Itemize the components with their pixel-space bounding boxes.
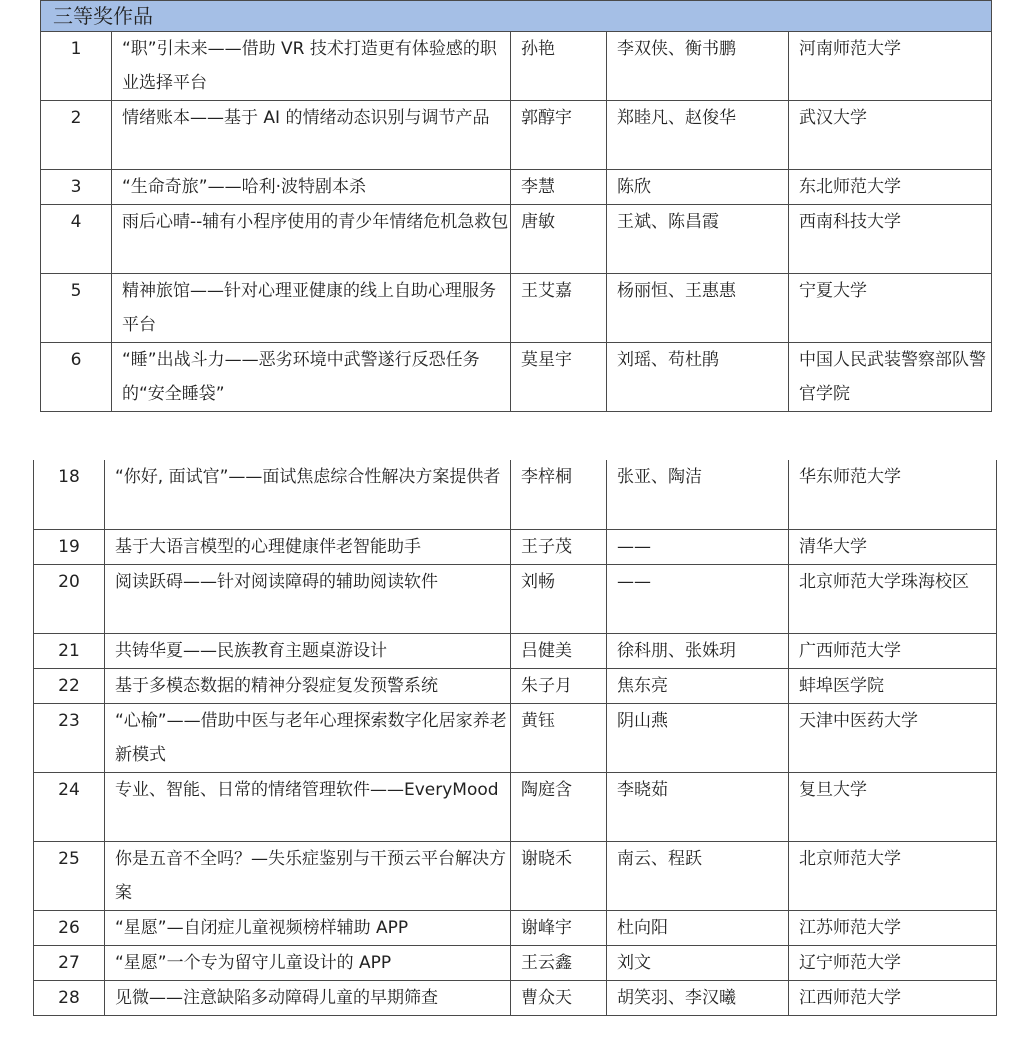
- table-row: [34, 703, 997, 772]
- section-title: 三等奖作品: [41, 1, 992, 32]
- project-title: “你好, 面试官”——面试焦虑综合性解决方案提供者: [105, 460, 511, 529]
- row-number: 2: [41, 101, 112, 170]
- row-number: 19: [34, 529, 105, 564]
- table-row: [41, 170, 992, 205]
- table-row: [34, 980, 997, 1015]
- school-name: 河南师范大学: [789, 32, 992, 101]
- team-members: 王斌、陈昌霞: [607, 205, 789, 274]
- team-leader: 李慧: [511, 170, 607, 205]
- project-title: 基于多模态数据的精神分裂症复发预警系统: [105, 668, 511, 703]
- team-leader: 陶庭含: [511, 772, 607, 841]
- table-row: [41, 274, 992, 343]
- project-title: 精神旅馆——针对心理亚健康的线上自助心理服务平台: [112, 274, 511, 343]
- team-leader: 王子茂: [511, 529, 607, 564]
- team-leader: 王云鑫: [511, 945, 607, 980]
- row-number: 18: [34, 460, 105, 529]
- school-name: 江苏师范大学: [789, 910, 997, 945]
- school-name: 天津中医药大学: [789, 703, 997, 772]
- row-number: 28: [34, 980, 105, 1015]
- school-name: 宁夏大学: [789, 274, 992, 343]
- awards-table-top: [40, 0, 992, 412]
- team-leader: 黄钰: [511, 703, 607, 772]
- school-name: 广西师范大学: [789, 633, 997, 668]
- team-leader: 朱子月: [511, 668, 607, 703]
- table-row: [34, 910, 997, 945]
- project-title: “星愿”一个专为留守儿童设计的 APP: [105, 945, 511, 980]
- school-name: 华东师范大学: [789, 460, 997, 529]
- team-members: 南云、程跃: [607, 841, 789, 910]
- row-number: 24: [34, 772, 105, 841]
- team-leader: 李梓桐: [511, 460, 607, 529]
- team-members: 阴山燕: [607, 703, 789, 772]
- team-leader: 谢晓禾: [511, 841, 607, 910]
- team-leader: 郭醇宇: [511, 101, 607, 170]
- project-title: 见微——注意缺陷多动障碍儿童的早期筛查: [105, 980, 511, 1015]
- project-title: “心榆”——借助中医与老年心理探索数字化居家养老新模式: [105, 703, 511, 772]
- project-title: “星愿”—自闭症儿童视频榜样辅助 APP: [105, 910, 511, 945]
- row-number: 26: [34, 910, 105, 945]
- table-row: [34, 668, 997, 703]
- table-row: [41, 343, 992, 412]
- row-number: 20: [34, 564, 105, 633]
- school-name: 蚌埠医学院: [789, 668, 997, 703]
- project-title: 专业、智能、日常的情绪管理软件——EveryMood: [105, 772, 511, 841]
- school-name: 东北师范大学: [789, 170, 992, 205]
- team-members: 徐科朋、张姝玥: [607, 633, 789, 668]
- row-number: 27: [34, 945, 105, 980]
- team-members: ——: [607, 564, 789, 633]
- project-title: 情绪账本——基于 AI 的情绪动态识别与调节产品: [112, 101, 511, 170]
- project-title: 雨后心晴--辅有小程序使用的青少年情绪危机急救包: [112, 205, 511, 274]
- team-leader: 王艾嘉: [511, 274, 607, 343]
- project-title: 共铸华夏——民族教育主题桌游设计: [105, 633, 511, 668]
- table-row: [34, 460, 997, 529]
- team-members: 胡笑羽、李汉曦: [607, 980, 789, 1015]
- team-leader: 吕健美: [511, 633, 607, 668]
- school-name: 武汉大学: [789, 101, 992, 170]
- team-members: 刘文: [607, 945, 789, 980]
- table-row: [34, 529, 997, 564]
- project-title: 基于大语言模型的心理健康伴老智能助手: [105, 529, 511, 564]
- table-row: [34, 772, 997, 841]
- school-name: 辽宁师范大学: [789, 945, 997, 980]
- row-number: 3: [41, 170, 112, 205]
- team-members: 焦东亮: [607, 668, 789, 703]
- team-leader: 谢峰宇: [511, 910, 607, 945]
- table-row: [34, 945, 997, 980]
- team-members: 张亚、陶洁: [607, 460, 789, 529]
- team-members: 李晓茹: [607, 772, 789, 841]
- school-name: 北京师范大学珠海校区: [789, 564, 997, 633]
- project-title: “生命奇旅”——哈利·波特剧本杀: [112, 170, 511, 205]
- team-leader: 刘畅: [511, 564, 607, 633]
- school-name: 复旦大学: [789, 772, 997, 841]
- table-row: [41, 205, 992, 274]
- school-name: 中国人民武装警察部队警官学院: [789, 343, 992, 412]
- row-number: 6: [41, 343, 112, 412]
- project-title: “睡”出战斗力——恶劣环境中武警遂行反恐任务的“安全睡袋”: [112, 343, 511, 412]
- team-members: ——: [607, 529, 789, 564]
- project-title: “职”引未来——借助 VR 技术打造更有体验感的职业选择平台: [112, 32, 511, 101]
- table-row: [34, 564, 997, 633]
- row-number: 4: [41, 205, 112, 274]
- row-number: 5: [41, 274, 112, 343]
- team-members: 李双侠、衡书鹏: [607, 32, 789, 101]
- row-number: 25: [34, 841, 105, 910]
- team-leader: 莫星宇: [511, 343, 607, 412]
- team-leader: 孙艳: [511, 32, 607, 101]
- table-row: [41, 32, 992, 101]
- table-row: [41, 101, 992, 170]
- project-title: 阅读跃碍——针对阅读障碍的辅助阅读软件: [105, 564, 511, 633]
- team-members: 刘瑶、苟杜鹃: [607, 343, 789, 412]
- team-members: 陈欣: [607, 170, 789, 205]
- school-name: 清华大学: [789, 529, 997, 564]
- team-members: 杜向阳: [607, 910, 789, 945]
- school-name: 西南科技大学: [789, 205, 992, 274]
- project-title: 你是五音不全吗？—失乐症鉴别与干预云平台解决方案: [105, 841, 511, 910]
- row-number: 23: [34, 703, 105, 772]
- table-row: [34, 633, 997, 668]
- table-row: [34, 841, 997, 910]
- team-members: 杨丽恒、王惠惠: [607, 274, 789, 343]
- school-name: 江西师范大学: [789, 980, 997, 1015]
- team-leader: 唐敏: [511, 205, 607, 274]
- team-members: 郑睦凡、赵俊华: [607, 101, 789, 170]
- row-number: 21: [34, 633, 105, 668]
- awards-table-bottom: [33, 460, 997, 1016]
- row-number: 1: [41, 32, 112, 101]
- school-name: 北京师范大学: [789, 841, 997, 910]
- team-leader: 曹众天: [511, 980, 607, 1015]
- section-header-row: [41, 1, 992, 32]
- row-number: 22: [34, 668, 105, 703]
